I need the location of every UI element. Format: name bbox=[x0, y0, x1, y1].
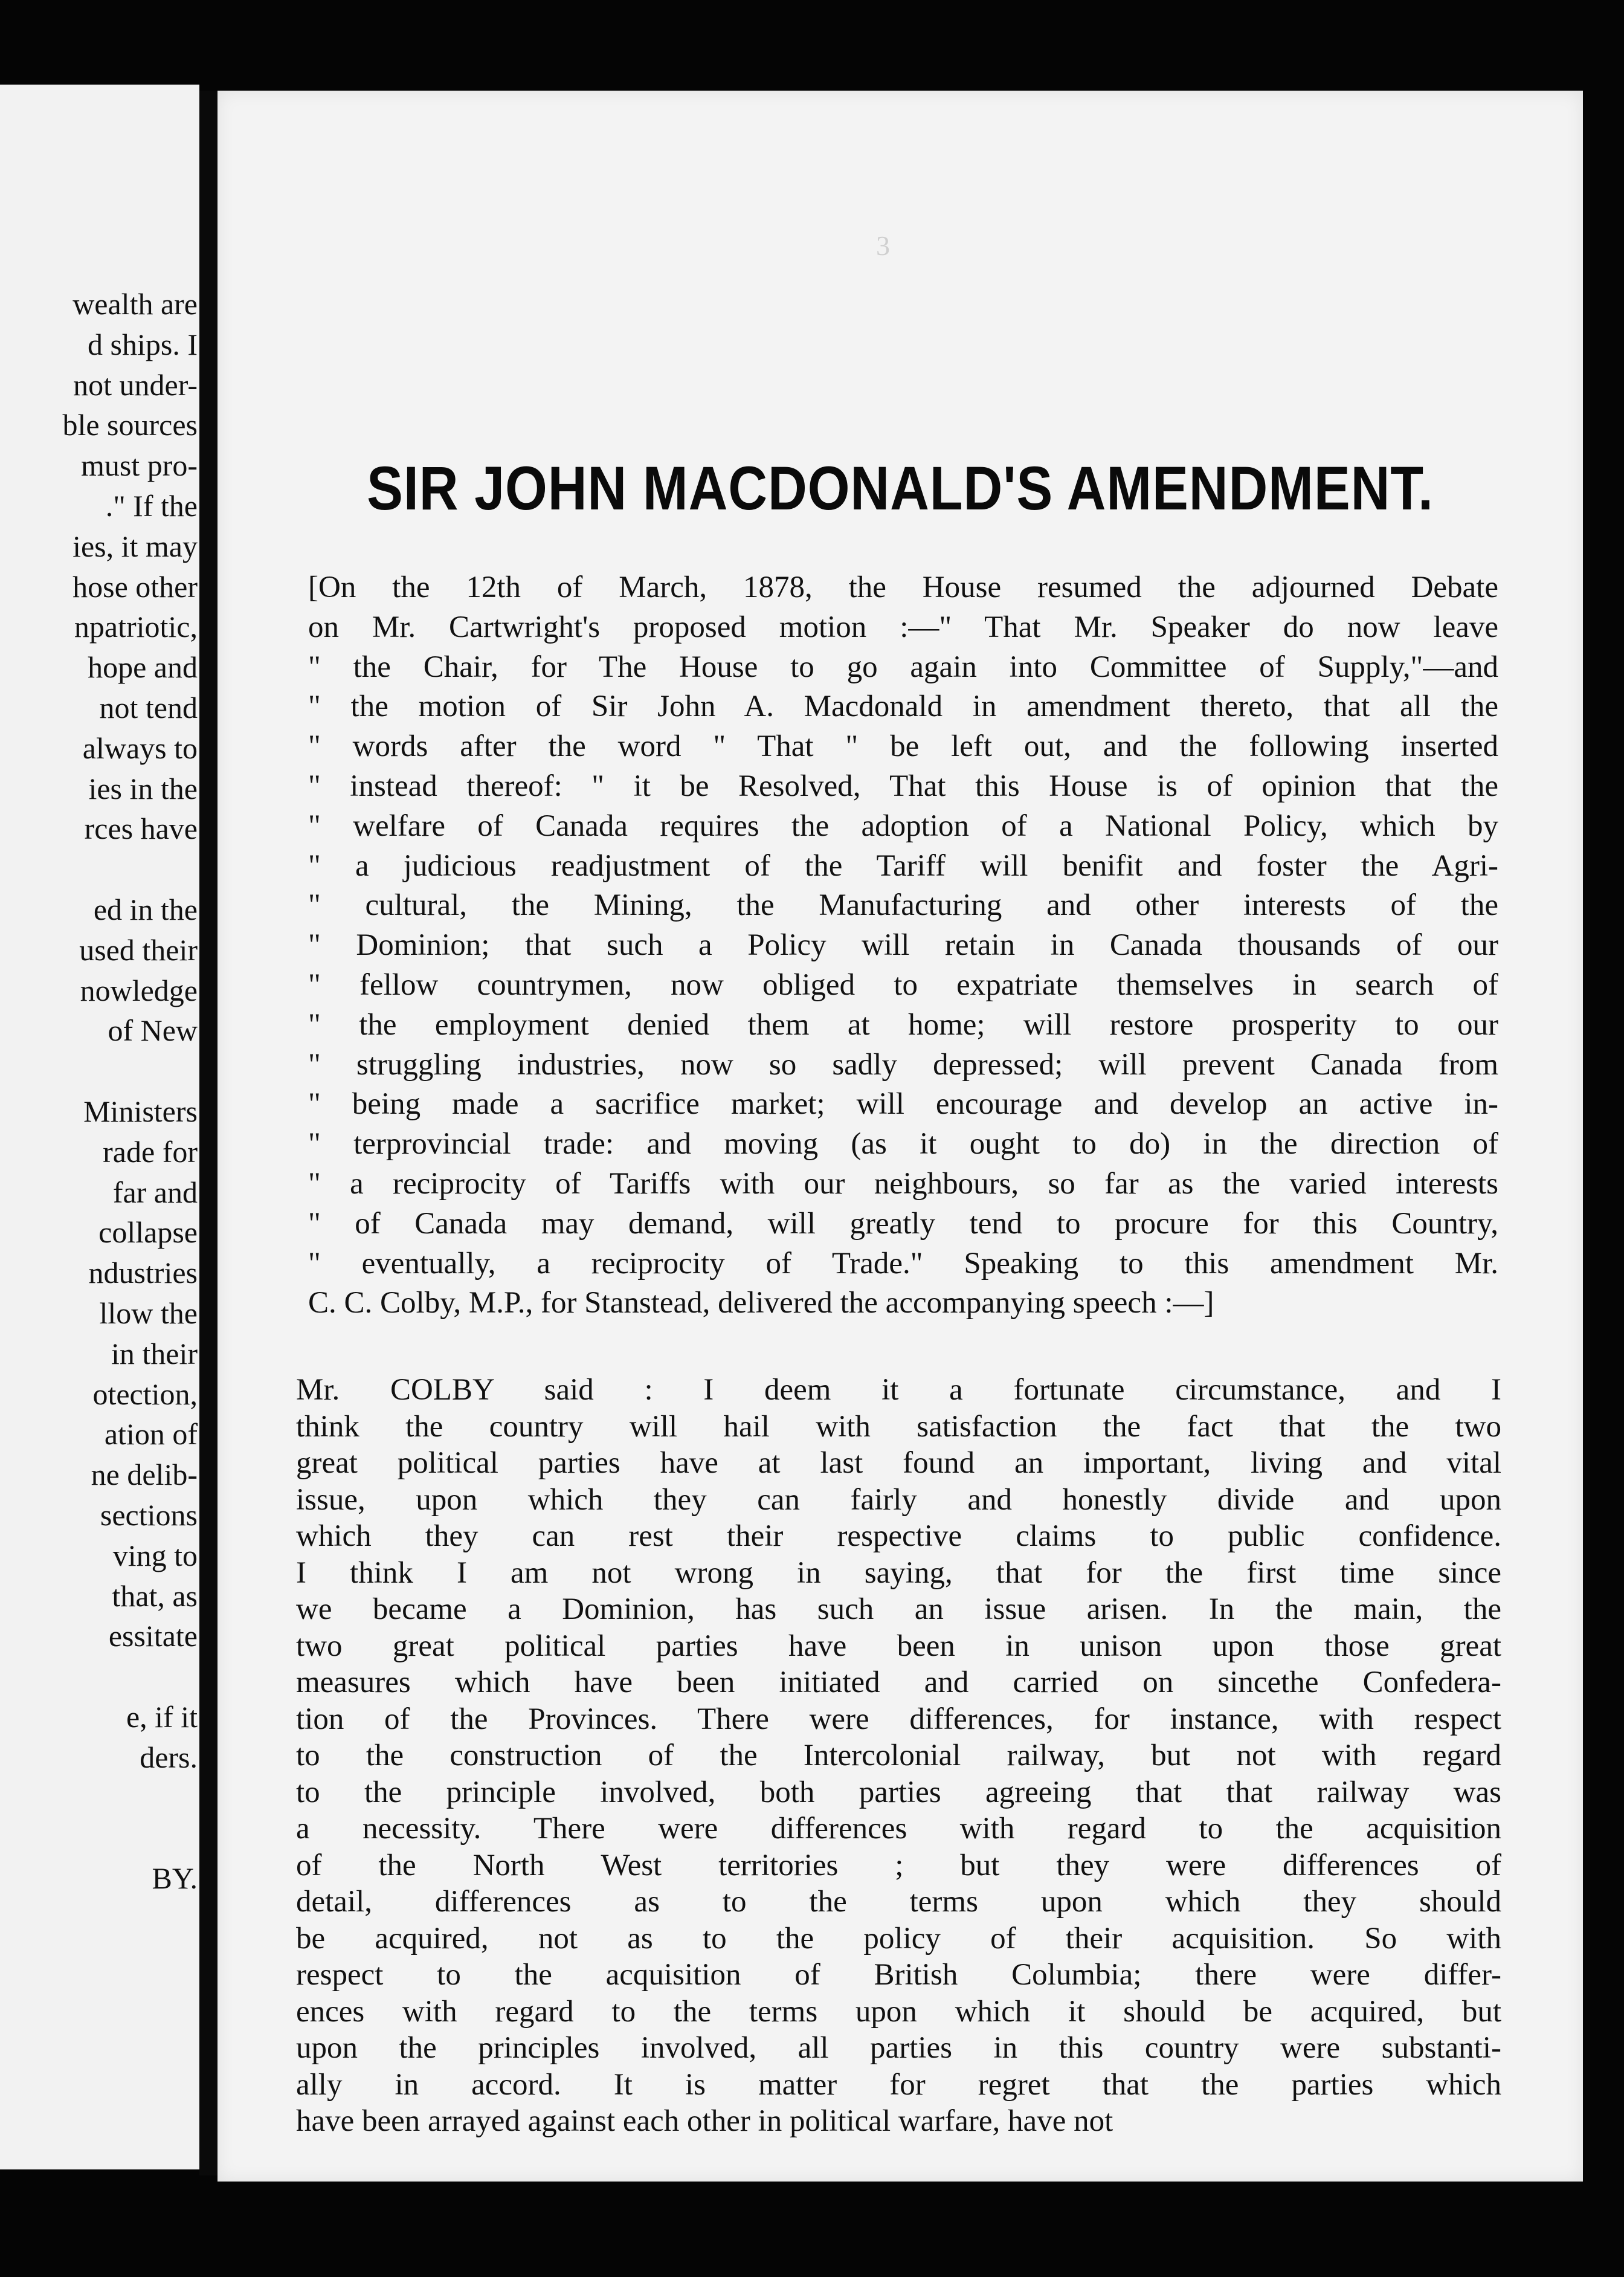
previous-page-line-fragment bbox=[0, 1051, 198, 1091]
speech-line: be acquired, not as to the policy of their acquisition. So with bbox=[296, 1921, 1501, 1956]
previous-page-line-fragment: ies in the bbox=[88, 771, 198, 806]
previous-page-line-fragment: that, as bbox=[112, 1578, 198, 1613]
speech-line: to the construction of the Intercolonial railway, but not with regard bbox=[296, 1739, 1501, 1772]
intro-line: " cultural, the Mining, the Manufacturing and other interests of the bbox=[308, 888, 1498, 923]
book-gutter bbox=[199, 91, 218, 2175]
previous-page-line-fragment: Ministers bbox=[83, 1094, 198, 1128]
previous-page-line-fragment: used their bbox=[79, 932, 198, 967]
previous-page-line-fragment bbox=[0, 1777, 198, 1818]
previous-page-line-fragment: ble sources bbox=[62, 408, 198, 442]
speech-line: tion of the Provinces. There were differences, for instance, with respect bbox=[296, 1702, 1501, 1736]
intro-line: " being made a sacrifice market; will encourage and develop an active in- bbox=[308, 1087, 1498, 1122]
previous-page-line-fragment: npatriotic, bbox=[74, 610, 198, 644]
previous-page-line-fragment: not tend bbox=[99, 690, 198, 725]
page-title: SIR JOHN MACDONALD'S AMENDMENT. bbox=[367, 454, 1434, 523]
previous-page-line-fragment: in their bbox=[111, 1336, 198, 1371]
intro-line: " a reciprocity of Tariffs with our neighbours, so far as the varied interests bbox=[308, 1166, 1498, 1201]
intro-line: [On the 12th of March, 1878, the House resumed the adjourned Debate bbox=[308, 570, 1498, 604]
speech-line: respect to the acquisition of British Columbia; there were differ- bbox=[296, 1958, 1501, 1992]
speech-line: which they can rest their respective claims to public confidence. bbox=[296, 1519, 1501, 1553]
intro-line: " the Chair, for The House to go again into Committee of Supply,"—and bbox=[308, 650, 1498, 684]
intro-line: " struggling industries, now so sadly depressed; will prevent Canada from bbox=[308, 1047, 1498, 1082]
previous-page-line-fragment: of New bbox=[108, 1013, 198, 1048]
intro-line: " terprovincial trade: and moving (as it ought to do) in the direction of bbox=[308, 1127, 1498, 1161]
speech-line: think the country will hail with satisfaction the fact that the two bbox=[296, 1409, 1501, 1444]
previous-page-text-fragments bbox=[0, 284, 198, 1899]
speech-line: I think I am not wrong in saying, that for the first time since bbox=[296, 1555, 1501, 1590]
introductory-note bbox=[308, 568, 1498, 1323]
previous-page-line-fragment: ving to bbox=[112, 1538, 198, 1572]
speech-line: detail, differences as to the terms upon which they should bbox=[296, 1885, 1501, 1919]
speech-line: ally in accord. It is matter for regret that the parties which bbox=[296, 2067, 1501, 2102]
speech-line: we became a Dominion, has such an issue arisen. In the main, the bbox=[296, 1592, 1501, 1626]
previous-page-line-fragment: sections bbox=[100, 1497, 198, 1532]
previous-page-line-fragment: collapse bbox=[98, 1215, 198, 1250]
intro-line: " a judicious readjustment of the Tariff will benifit and foster the Agri- bbox=[308, 848, 1498, 883]
speech-line: have been arrayed against each other in political warfare, have not bbox=[296, 2104, 1113, 2138]
speech-line: great political parties have at last found an important, living and vital bbox=[296, 1446, 1501, 1480]
previous-page-line-fragment: e, if it bbox=[126, 1699, 198, 1734]
intro-line: " the employment denied them at home; will restore prosperity to our bbox=[308, 1007, 1498, 1042]
speech-body bbox=[296, 1372, 1501, 2140]
intro-line: " welfare of Canada requires the adoption of a National Policy, which by bbox=[308, 809, 1498, 843]
previous-page-line-fragment: ." If the bbox=[105, 488, 198, 523]
intro-line: " of Canada may demand, will greatly tend to procure for this Country, bbox=[308, 1206, 1498, 1241]
previous-page-line-fragment bbox=[0, 849, 198, 890]
speech-line: ences with regard to the terms upon which it should be acquired, but bbox=[296, 1994, 1501, 2029]
speech-line: of the North West territories ; but they were differences of bbox=[296, 1848, 1501, 1882]
previous-page-line-fragment: far and bbox=[112, 1175, 198, 1209]
previous-page-line-fragment: rade for bbox=[103, 1134, 198, 1169]
speech-line: Mr. COLBY said : I deem it a fortunate circumstance, and I bbox=[296, 1373, 1501, 1407]
previous-page-line-fragment: ders. bbox=[140, 1740, 198, 1774]
page-number: 3 bbox=[876, 230, 890, 261]
previous-page-line-fragment: nowledge bbox=[80, 973, 198, 1007]
intro-line: on Mr. Cartwright's proposed motion :—" That Mr. Speaker do now leave bbox=[308, 610, 1498, 644]
previous-page-line-fragment: ation of bbox=[104, 1417, 198, 1452]
previous-page-line-fragment: wealth are bbox=[72, 287, 198, 321]
previous-page-line-fragment bbox=[0, 1656, 198, 1697]
previous-page-line-fragment: not under- bbox=[73, 367, 198, 402]
intro-line: C. C. Colby, M.P., for Stanstead, delivered the accompanying speech :—] bbox=[308, 1286, 1214, 1320]
previous-page-line-fragment bbox=[0, 1818, 198, 1858]
previous-page-line-fragment: d ships. I bbox=[88, 327, 198, 361]
speech-line: upon the principles involved, all parties in this country were substanti- bbox=[296, 2031, 1501, 2065]
previous-page-line-fragment: always to bbox=[82, 731, 198, 765]
previous-page-line-fragment: must pro- bbox=[80, 448, 198, 483]
previous-page-line-fragment: ies, it may bbox=[72, 529, 198, 563]
intro-line: " fellow countrymen, now obliged to expatriate themselves in search of bbox=[308, 967, 1498, 1002]
previous-page-edge bbox=[0, 85, 199, 2169]
speech-line: to the principle involved, both parties agreeing that that railway was bbox=[296, 1775, 1501, 1809]
previous-page-line-fragment: ndustries bbox=[88, 1256, 198, 1290]
document-page bbox=[218, 91, 1583, 2182]
previous-page-line-fragment: ed in the bbox=[93, 892, 198, 926]
previous-page-line-fragment: BY. bbox=[152, 1861, 198, 1896]
intro-line: " words after the word " That " be left out, and the following inserted bbox=[308, 729, 1498, 764]
previous-page-line-fragment: ne delib- bbox=[91, 1458, 198, 1492]
speech-line: measures which have been initiated and carried on sincethe Confedera- bbox=[296, 1665, 1501, 1699]
previous-page-line-fragment: hose other bbox=[72, 569, 198, 604]
intro-line: " Dominion; that such a Policy will retain in Canada thousands of our bbox=[308, 928, 1498, 963]
previous-page-line-fragment: otection, bbox=[92, 1377, 198, 1411]
previous-page-line-fragment: rces have bbox=[84, 812, 198, 846]
previous-page-line-fragment: hope and bbox=[88, 650, 198, 685]
intro-line: " the motion of Sir John A. Macdonald in amendment thereto, that all the bbox=[308, 690, 1498, 724]
intro-line: " eventually, a reciprocity of Trade." Speaking to this amendment Mr. bbox=[308, 1246, 1498, 1281]
previous-page-line-fragment: llow the bbox=[99, 1296, 198, 1330]
previous-page-line-fragment: essitate bbox=[108, 1619, 198, 1653]
speech-line: issue, upon which they can fairly and honestly divide and upon bbox=[296, 1482, 1501, 1517]
speech-line: two great political parties have been in unison upon those great bbox=[296, 1629, 1501, 1663]
intro-line: " instead thereof: " it be Resolved, That this House is of opinion that the bbox=[308, 769, 1498, 803]
speech-line: a necessity. There were differences with regard to the acquisition bbox=[296, 1812, 1501, 1846]
